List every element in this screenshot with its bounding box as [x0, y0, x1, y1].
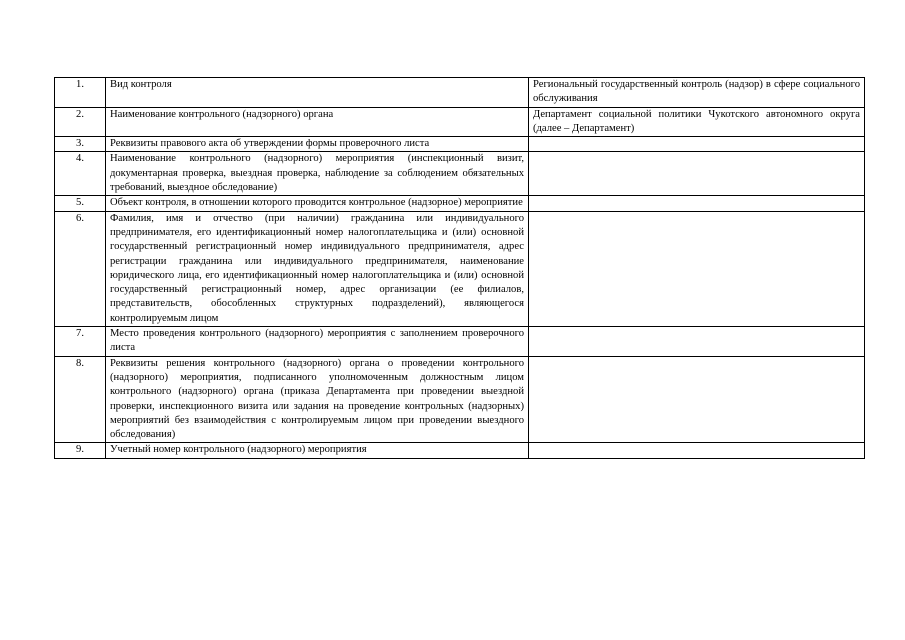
row-label: Объект контроля, в отношении которого проводится контрольное (надзорное) мероприятие — [106, 196, 529, 211]
row-number: 6. — [55, 211, 106, 326]
table-row — [55, 137, 865, 152]
row-number: 2. — [55, 107, 106, 137]
row-label: Учетный номер контрольного (надзорного) мероприятия — [106, 443, 529, 458]
table-row — [55, 356, 865, 443]
row-value — [529, 152, 865, 196]
row-label: Вид контроля — [106, 78, 529, 108]
row-value — [529, 196, 865, 211]
row-label: Реквизиты правового акта об утверждении формы проверочного листа — [106, 137, 529, 152]
row-value — [529, 137, 865, 152]
checklist-info-table — [54, 77, 865, 459]
row-number: 9. — [55, 443, 106, 458]
row-number: 1. — [55, 78, 106, 108]
row-value: Региональный государственный контроль (надзор) в сфере социального обслуживания — [529, 78, 865, 108]
row-value — [529, 211, 865, 326]
row-label: Место проведения контрольного (надзорного) мероприятия с заполнением проверочного листа — [106, 327, 529, 357]
row-label: Реквизиты решения контрольного (надзорного) органа о проведении контрольного (надзорного) мероприятия, подписанного уполномоченным должностным лицом контрольного (надзорного) органа (приказа Департамента при проведении выездной проверки, инспекционного визита или задания на проведение контрольных (надзорных) мероприятий без взаимодействия с контролируемым лицом при проведении выездного обследования) — [106, 356, 529, 443]
row-value — [529, 443, 865, 458]
table-row — [55, 107, 865, 137]
row-value — [529, 356, 865, 443]
row-label: Наименование контрольного (надзорного) органа — [106, 107, 529, 137]
row-number: 4. — [55, 152, 106, 196]
table-row — [55, 443, 865, 458]
row-value: Департамент социальной политики Чукотского автономного округа (далее – Департамент) — [529, 107, 865, 137]
table-row — [55, 196, 865, 211]
row-label: Фамилия, имя и отчество (при наличии) гражданина или индивидуального предпринимателя, его идентификационный номер налогоплательщика и (или) основной государственный регистрационный номер индивидуального предпринимателя, адрес регистрации гражданина или индивидуального предпринимателя, наименование юридического лица, его идентификационный номер налогоплательщика и (или) основной государственный регистрационный номер, адрес организации (ее филиалов, представительств, обособленных структурных подразделений), являющегося контролируемым лицом — [106, 211, 529, 326]
table-row — [55, 327, 865, 357]
table-row — [55, 211, 865, 326]
table-row — [55, 78, 865, 108]
row-label: Наименование контрольного (надзорного) мероприятия (инспекционный визит, документарная проверка, выездная проверка, наблюдение за соблюдением обязательных требований, выездное обследование) — [106, 152, 529, 196]
row-number: 7. — [55, 327, 106, 357]
row-number: 3. — [55, 137, 106, 152]
row-value — [529, 327, 865, 357]
table-row — [55, 152, 865, 196]
row-number: 5. — [55, 196, 106, 211]
row-number: 8. — [55, 356, 106, 443]
